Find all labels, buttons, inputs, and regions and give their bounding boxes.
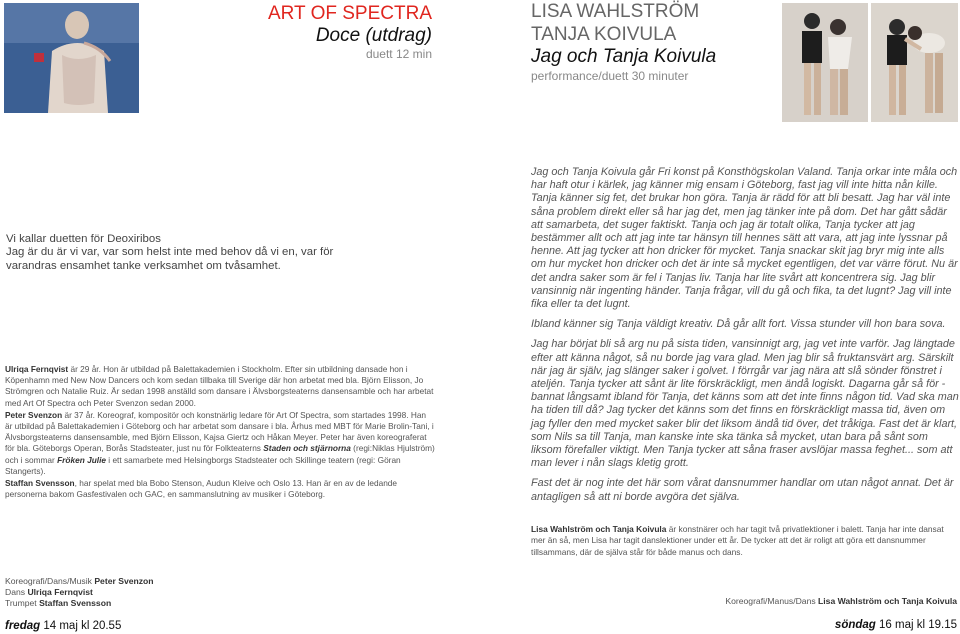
right-credits: Koreografi/Manus/Dans Lisa Wahlström och Tanja Koivula bbox=[725, 596, 957, 606]
left-credits bbox=[5, 576, 154, 610]
bio-ulriqa: Ulriqa Fernqvist är 29 år. Hon är utbildad på Balettakademien i Stockholm. Efter sin utbildning dansade hon i Köpenhamn med New Now Dancers och kom sedan tillbaka till Sverige där hon arbetat med bla. Björn Elisson, Jo Strömgren och Natalie Ruiz. Är sedan 1998 anställd som dansare i Älvsborgsteaterns dansensamble och har arbetat med Art Of Spectra och Peter Svenzon sedan 2000. bbox=[5, 364, 434, 408]
bio-staffan: Staffan Svensson, har spelat med bla Bobo Stenson, Audun Kleive och Oslo 13. Han är en av de ledande personerna bakom Gasfestivalen och GAC, en sammanslutning av musiker i Göteborg. bbox=[5, 478, 398, 500]
right-paragraph: Fast det är nog inte det här som vårat dansnummer handlar om utan något annat. Det är antagligen så att ni borde avgöra det själva. bbox=[531, 477, 954, 503]
right-about: Lisa Wahlström och Tanja Koivula är konstnärer och har tagit två privatlektioner i balett. Tanja har inte dansat mer än så, men Lisa har tagit danslektioner under ett år. De tycker att det är roligt att göra ett dansnummer tillsammans, där de själva står för både manus och dans. bbox=[531, 524, 944, 557]
left-intro: Vi kallar duetten för Deoxiribos Jag är du är vi var, var som helst inte med behov då vi en, var för varandras ensamhet tanke verksamhet om tvåsamhet. bbox=[6, 233, 334, 272]
photo-left-dancer bbox=[4, 3, 139, 113]
right-artist-1: LISA WAHLSTRÖM bbox=[531, 1, 700, 22]
photo-performers-2 bbox=[871, 3, 958, 122]
photo-performers-1 bbox=[782, 3, 868, 122]
right-piece-title: Jag och Tanja Koivula bbox=[531, 46, 717, 67]
left-company-title: ART OF SPECTRA bbox=[268, 3, 432, 24]
bio-peter: Peter Svenzon är 37 år. Koreograf, kompositör och konstnärlig ledare för Art Of Spectra, som startades 1998. Han är utbildad på Balettakademien i Göteborg och har arbetat som dansare i bla. Århus med MBT för Marie Brolin-Tani, i Älvsborgsteaterns dansensamble, med Björn Elisson, Kajsa Giertz och Håkan Meyer. Peter har även koreograferat för bla. Göteborgs Operan, Borås Stadsteater, just nu för Folkteaterns Staden och stjärnorna (regi:Niklas Hjulström) och i sommar Fröken Julie i ett samarbete med Helsingborgs Stadsteater och Skillinge teatern (regi: Göran Stangerts). bbox=[5, 409, 435, 476]
left-bio bbox=[5, 364, 435, 501]
right-paragraph: Ibland känner sig Tanja väldigt kreativ. Då går allt fort. Vissa stunder vill hon bara sova. bbox=[531, 318, 946, 331]
right-paragraph: Jag och Tanja Koivula går Fri konst på Konsthögskolan Valand. Tanja orkar inte måla och har haft otur i kärlek, jag känner mig ensam i Göteborg, fast jag vill inte hitta nån kille. Tanja känner sig fet, det brukar hon göra. Tanja är rädd för att bli besatt. Jag har väl inte såna problem direkt eller så har jag det, men jag tänker inte på dom. Det har gått sådär att samarbeta, det suger faktiskt. Tanja och jag är totalt olika, Tanja tycker att jag bestämmer allt och att jag inte tar hänsyn till hennes sätt att vara, att jag inte lyssnar på henne. Att jag tycker att hon dricker för mycket. Tanja snackar skit jag bryr mig inte alls om hur mycket hon dricker och det är inte så mycket egentligen, det var värre förut. Nu är det andra saker som är fel i Tanjas liv. Tanja har lite svårt att koncentrera sig. Jag blir vansinnig när ingenting händer. Tanja frågar, vill du gå och fika, ta det lugnt? Jag vill inte fika eller ta det lugnt. bbox=[531, 166, 958, 311]
left-piece-title: Doce (utdrag) bbox=[315, 25, 432, 46]
credit-line: Koreografi/Dans/Musik Peter Svenzon bbox=[5, 576, 154, 586]
right-artist-2: TANJA KOIVULA bbox=[531, 24, 677, 45]
right-paragraph: Jag har börjat bli så arg nu på sista tiden, vansinnigt arg, jag vet inte varför. Jag längtade efter att känna något, så nu borde jag vara glad. Men jag blir så fruktansvärt arg. Särskilt när jag är själv, jag slänger saker i golvet. I förrgår var jag nära att slå sönder fönstret i ateljén. Tanja tycker att sånt är lite förskräckligt, men ändå logiskt. Dagarna går så för - bannat långsamt ibland för Tanja, det känns som att det inte finns någon tid. Vad ska man ha tiden till då? Jag tycker det känns som det finns en förskräckligt massa tid, även om jag fyller den med mycket saker blir det liksom ändå tid över, det tråkiga. Fast det är klart, som Nils sa till Tanja, man kanske inte ska tänka så mycket, utan bara på sånt som liksom förefaller viktigt. Men Tanja tycker att såna fraser avslöjar massa feghet... som att man lever i nån slags kletig grott. bbox=[531, 338, 959, 470]
right-date: söndag 16 maj kl 19.15 bbox=[834, 619, 957, 631]
right-description bbox=[531, 166, 959, 511]
right-duration: performance/duett 30 minuter bbox=[531, 69, 689, 83]
credit-line: Trumpet Staffan Svensson bbox=[5, 598, 112, 609]
credit-line: Dans Ulriqa Fernqvist bbox=[5, 587, 93, 598]
left-date: fredag 14 maj kl 20.55 bbox=[5, 620, 122, 632]
left-duration: duett 12 min bbox=[365, 47, 432, 61]
